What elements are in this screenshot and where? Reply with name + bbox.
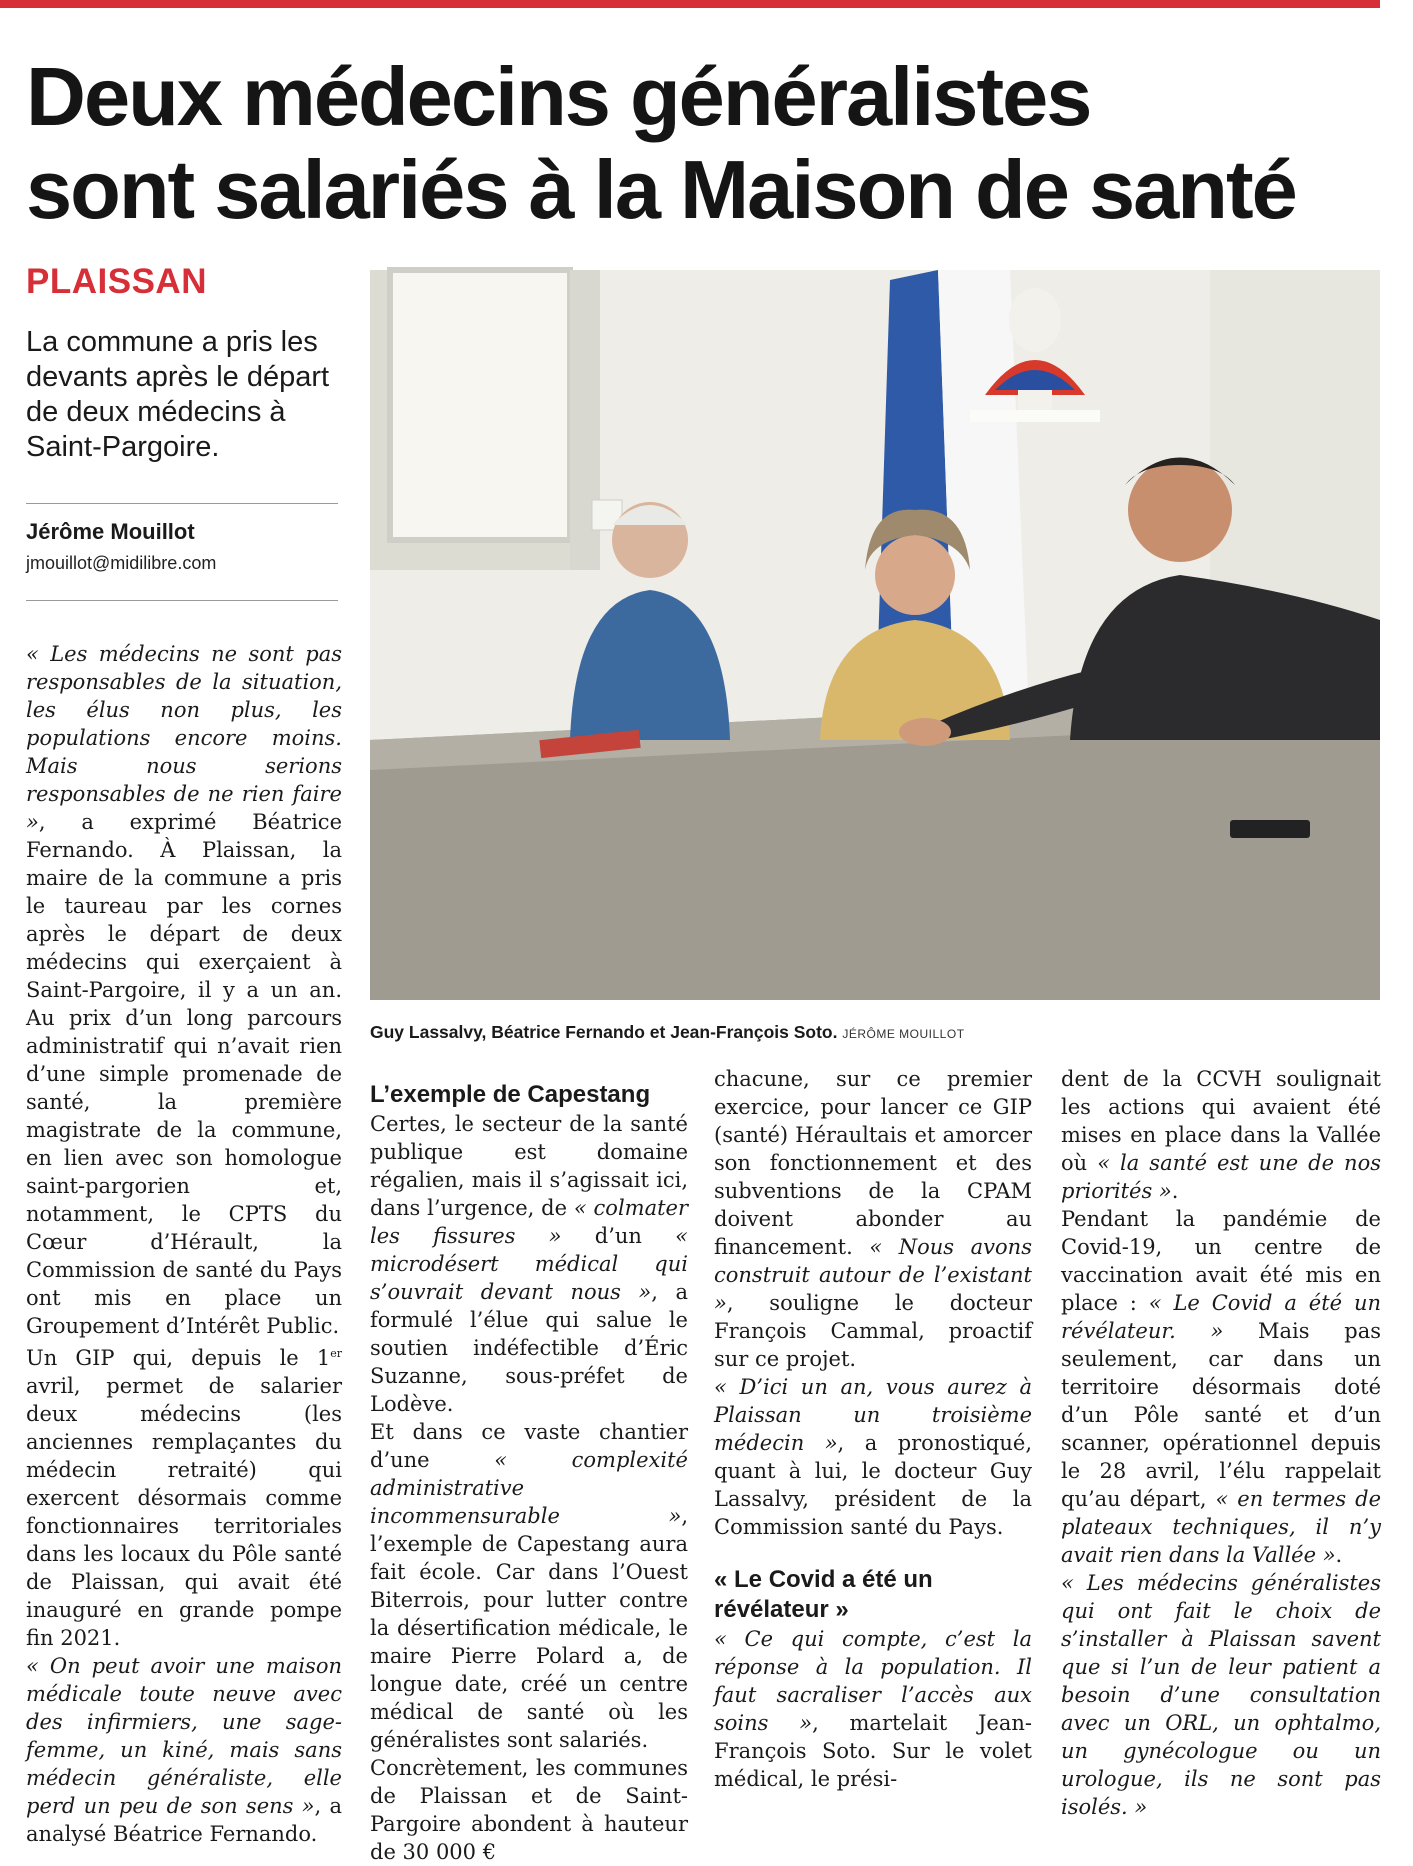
- quote: « Le Covid a été un révélateur. »: [1061, 1291, 1382, 1343]
- quote: « complexité administrative incommensurable »: [370, 1448, 688, 1528]
- photo-illustration: [370, 270, 1380, 1000]
- headline: [26, 50, 1386, 236]
- text: chacune, sur ce premier exercice, pour lancer ce GIP (santé) Héraultais et amorcer son fonctionnement et des subventions de la CPAM doivent abonder au financement.: [714, 1067, 1032, 1259]
- photo-credit: JÉRÔME MOUILLOT: [842, 1027, 965, 1041]
- text: Certes, le secteur de la santé publique est domaine régalien, mais il s’agissait ici, dans l’urgence, de: [370, 1112, 688, 1220]
- text: avril, permet de salarier deux médecins (les anciennes remplaçantes du médecin retraité) qui exercent désormais comme fonctionnaires territoriales dans les locaux du Pôle santé de Plaissan, qui avait été inauguré en grande pompe fin 2021.: [26, 1374, 342, 1650]
- paragraph: « Les médecins généralistes qui ont fait le choix de s’installer à Plaissan savent que si l’un de leur patient a besoin d’une consultation avec un ORL, un ophtalmo, un gynécologue ou un urologue, ils ne sont pas isolés. »: [1061, 1571, 1381, 1819]
- paragraph: [26, 1340, 342, 1652]
- quote: « en termes de plateaux techniques, il n’y avait rien dans la Vallée »: [1061, 1487, 1381, 1567]
- text: Mais pas seulement, car dans un territoire désormais doté d’un Pôle santé et d’un scanner, opérationnel depuis le 28 avril, l’élu rappelait qu’au départ,: [1061, 1319, 1381, 1511]
- location-label: PLAISSAN: [26, 262, 207, 301]
- author-name: Jérôme Mouillot: [26, 519, 195, 544]
- text: , l’exemple de Capestang aura fait école. Car dans l’Ouest Biterrois, pour lutter contre la désertification médicale, le maire Pierre Polard a, de longue date, créé un centre médical de santé où les généralistes sont salariés.: [370, 1504, 688, 1752]
- headline-line-2: sont salariés à la Maison de santé: [26, 143, 1296, 236]
- paragraph: [26, 640, 342, 1340]
- paragraph: [714, 1065, 1032, 1373]
- top-accent-bar: [0, 0, 1380, 8]
- article-column-1: [26, 640, 342, 1848]
- caption-text: Guy Lassalvy, Béatrice Fernando et Jean-François Soto.: [370, 1022, 838, 1042]
- paragraph: [1061, 1065, 1381, 1205]
- quote: « Nous avons construit autour de l’existant »: [714, 1235, 1032, 1315]
- quote: « D’ici un an, vous aurez à Plaissan un troisième médecin »: [714, 1375, 1032, 1455]
- paragraph: [714, 1625, 1032, 1793]
- text: , martelait Jean-François Soto. Sur le volet médical, le prési-: [714, 1711, 1032, 1791]
- paragraph: Concrètement, les communes de Plaissan et de Saint-Pargoire abondent à hauteur de 30 000 €: [370, 1756, 688, 1864]
- divider: [26, 503, 338, 504]
- text: , a formulé l’élue qui salue le soutien indéfectible d’Éric Suzanne, sous-préfet de Lodève.: [370, 1280, 688, 1416]
- subheading: L’exemple de Capestang: [370, 1081, 651, 1108]
- photo-caption: [370, 1022, 965, 1043]
- quote: « Ce qui compte, c’est la réponse à la population. Il faut sacraliser l’accès aux soins »: [714, 1627, 1032, 1735]
- text: , a exprimé Béatrice Fernando. À Plaissan, la maire de la commune a pris le taureau par les cornes après le départ de deux médecins qui exerçaient à Saint-Pargoire, il y a un an. Au prix d’un long parcours administratif qui n’avait rien d’une simple promenade de santé, la première magistrate de la commune, en lien avec son homologue saint-pargorien et, notamment, le CPTS du Cœur d’Hérault, la Commission de santé du Pays ont mis en place un Groupement d’Intérêt Public.: [26, 810, 342, 1338]
- quote: « la santé est une de nos priorités »: [1061, 1151, 1381, 1203]
- lead-paragraph: La commune a pris les devants après le départ de deux médecins à Saint-Pargoire.: [26, 326, 330, 463]
- article-column-4: [1061, 1065, 1381, 1821]
- superscript: er: [330, 1347, 342, 1360]
- paragraph: [370, 1418, 688, 1754]
- article-column-2: [370, 1080, 688, 1866]
- text: .: [1171, 1179, 1179, 1203]
- subheading: « Le Covid a été un révélateur »: [714, 1566, 933, 1623]
- quote: « colmater les fissures »: [370, 1196, 688, 1248]
- divider: [26, 600, 338, 601]
- paragraph: [370, 1110, 688, 1418]
- text: , a pronostiqué, quant à lui, le docteur Guy Lassalvy, président de la Commission santé du Pays.: [714, 1431, 1032, 1539]
- text: .: [1335, 1543, 1343, 1567]
- text: dent de la CCVH soulignait les actions qui avaient été mises en place dans la Vallée où: [1061, 1067, 1381, 1175]
- paragraph: [26, 1652, 342, 1848]
- text: Et dans ce vaste chantier d’une: [370, 1420, 688, 1472]
- text: , a analysé Béatrice Fernando.: [26, 1794, 342, 1846]
- paragraph: [1061, 1205, 1381, 1569]
- text: , souligne le docteur François Cammal, proactif sur ce projet.: [714, 1291, 1032, 1371]
- text: Pendant la pandémie de Covid-19, un centre de vaccination avait été mis en place :: [1061, 1207, 1381, 1315]
- quote: « On peut avoir une maison médicale toute neuve avec des infirmiers, une sage-femme, un kiné, mais sans médecin généraliste, elle perd un peu de son sens »: [26, 1654, 342, 1818]
- quote: « Les médecins ne sont pas responsables de la situation, les élus non plus, les populations encore moins. Mais nous serions responsables de ne rien faire »: [26, 642, 342, 834]
- article-column-3: [714, 1065, 1032, 1793]
- paragraph: [714, 1373, 1032, 1541]
- quote: « microdésert médical qui s’ouvrait devant nous »: [370, 1224, 688, 1304]
- headline-line-1: Deux médecins généralistes: [26, 50, 1091, 143]
- text: d’un: [561, 1224, 676, 1248]
- author-email: jmouillot@midilibre.com: [26, 553, 217, 573]
- text: Un GIP qui, depuis le 1: [26, 1346, 331, 1370]
- article-photo: [370, 270, 1380, 1000]
